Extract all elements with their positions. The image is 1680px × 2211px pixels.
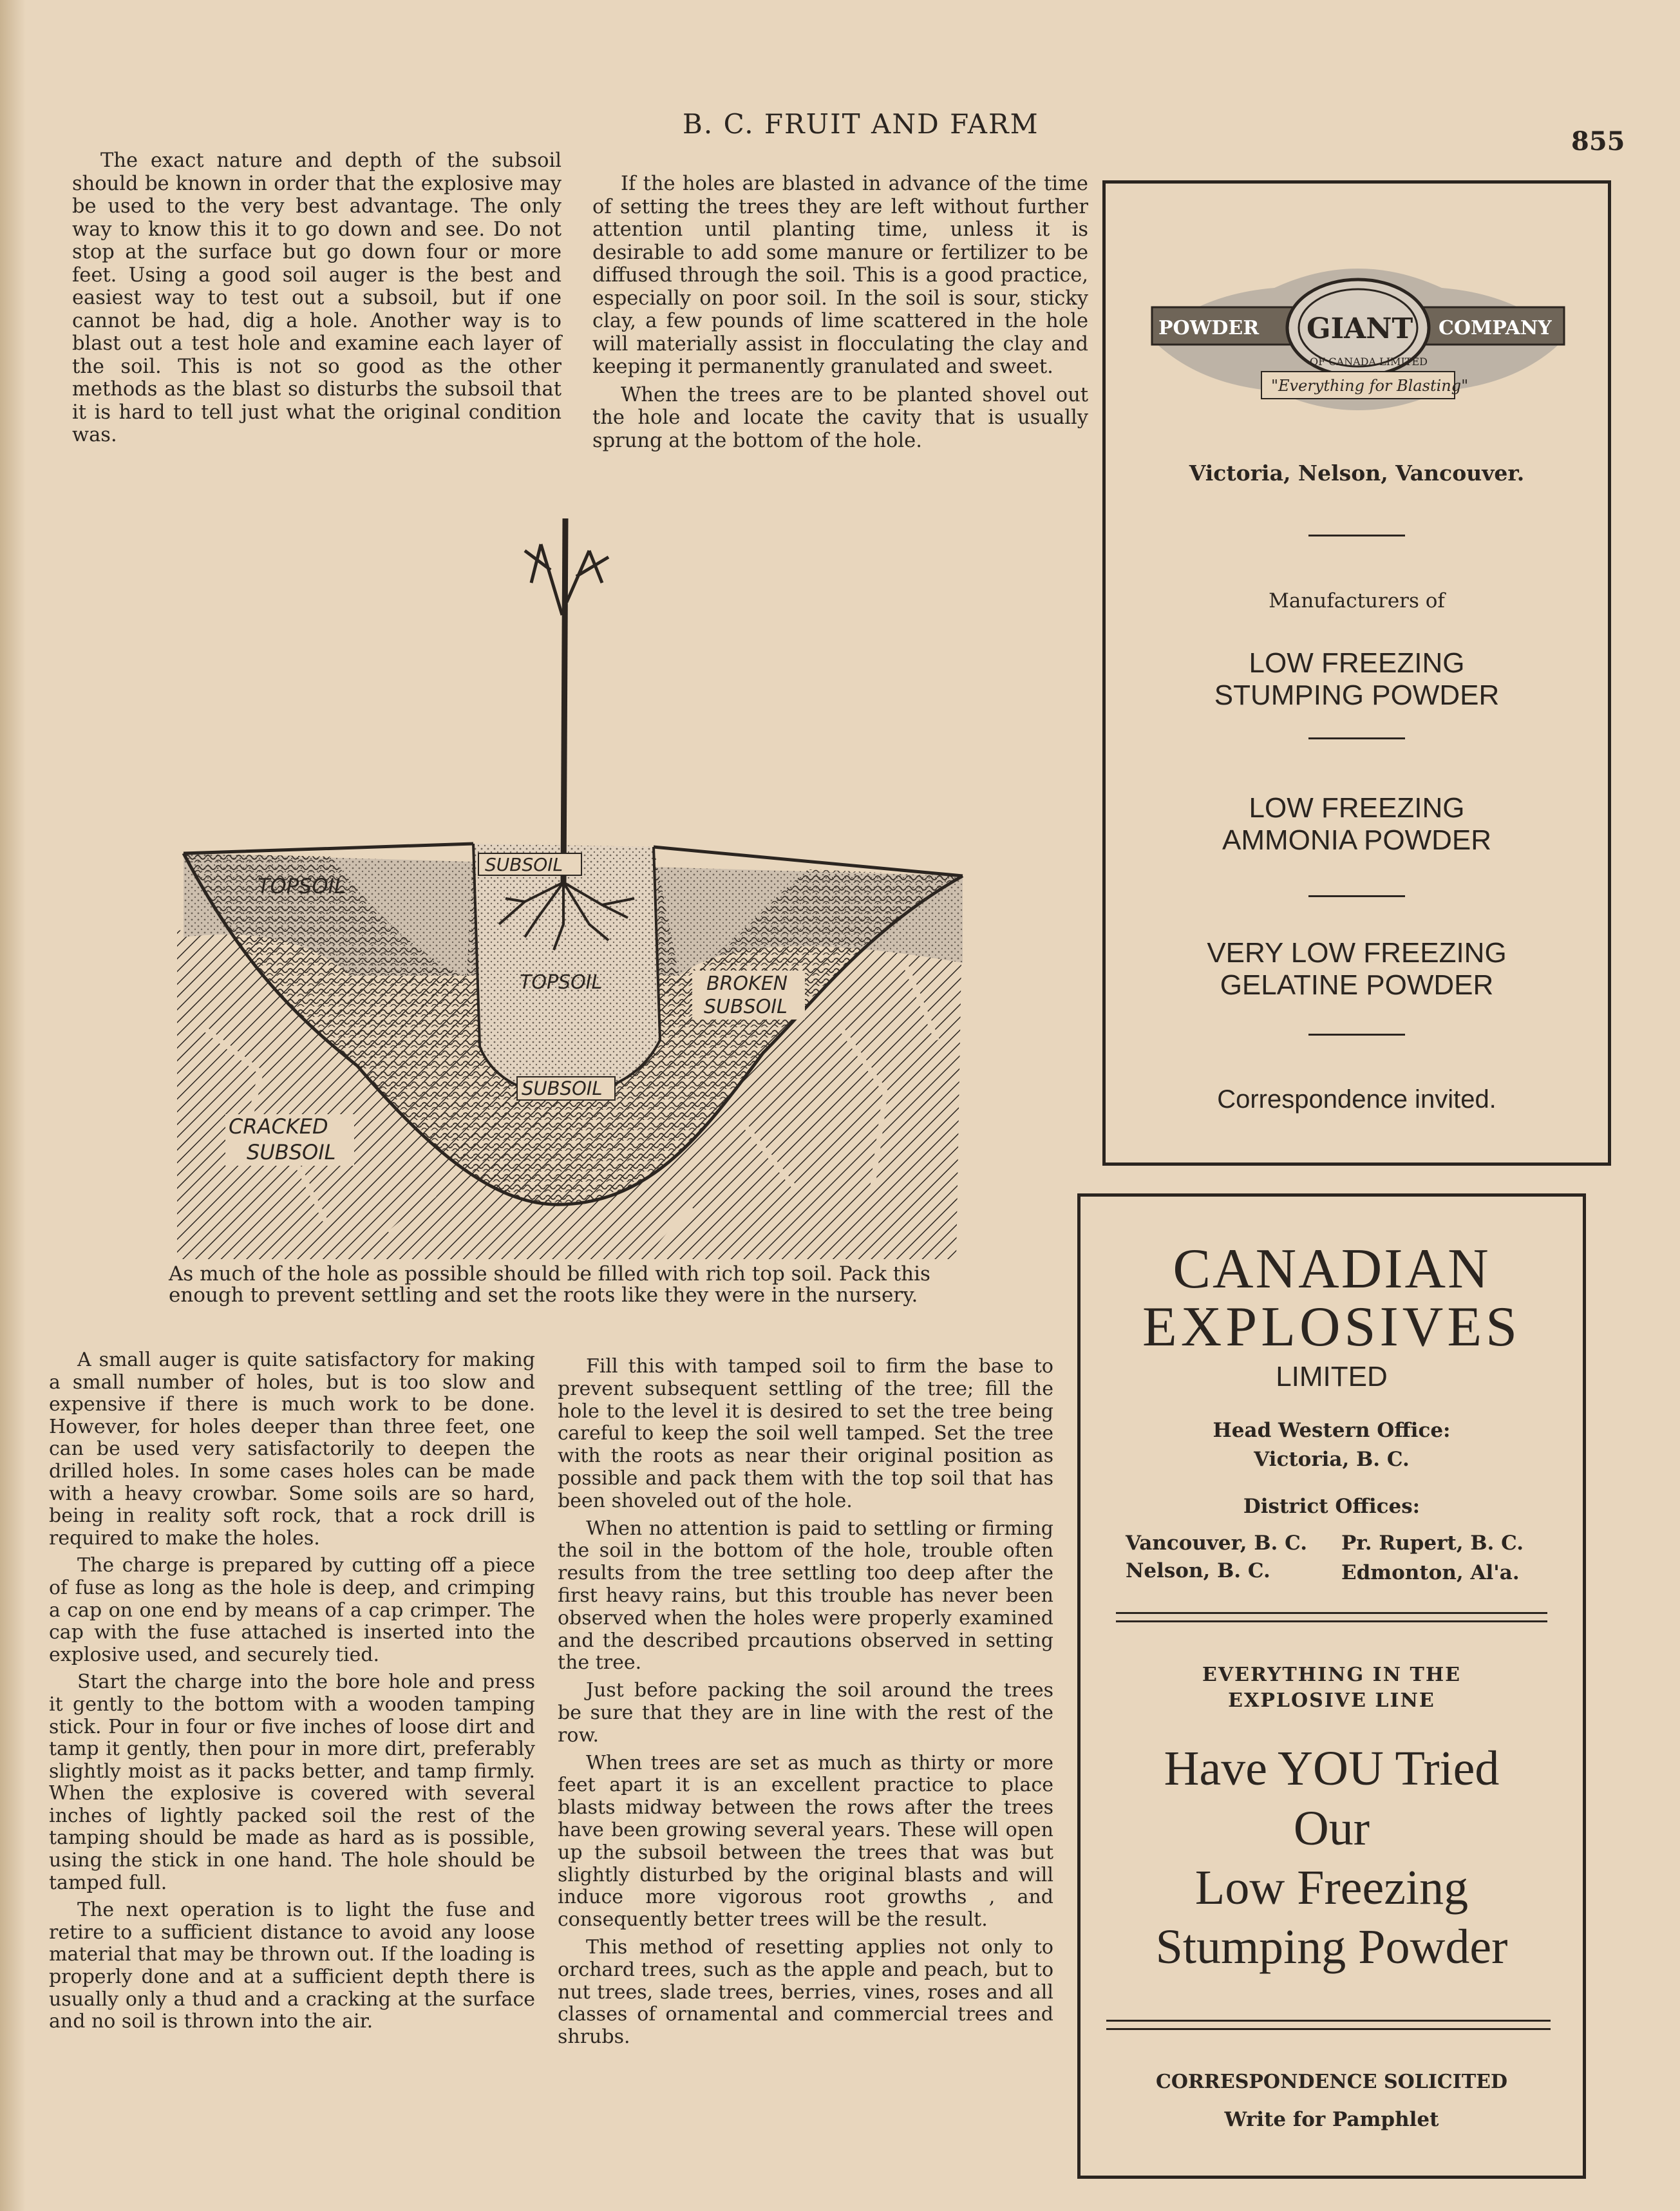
product-1-line-1: LOW FREEZING — [1249, 647, 1465, 679]
label-broken-2: SUBSOIL — [704, 996, 788, 1018]
tried-line-1: Have YOU Tried — [1164, 1741, 1500, 1796]
label-topsoil-center: TOPSOIL — [520, 971, 603, 994]
figure-caption: As much of the hole as possible should be filled with rich top soil. Pack this enough to prevent settling and set the roots like they were in the nursery. — [169, 1262, 930, 1307]
ad-correspondence-invited: Correspondence invited. — [1217, 1085, 1496, 1114]
label-cracked-2: SUBSOIL — [247, 1140, 336, 1164]
paragraph: The charge is prepared by cutting off a piece of fuse as long as the hole is deep, and crimping a cap on one end by means of a cap crimper. The cap with the fuse attached is inserted into the explosive used, and securely tied. — [49, 1554, 535, 1666]
divider — [1308, 535, 1405, 536]
paragraph: If the holes are blasted in advance of the time of setting the trees they are left without further attention until planting time, unless it is desirable to add some manure or fertilizer to be diffused through the soil. This is a good practice, especially on poor soil. In the soil is sour, sticky clay, a few pounds of lime scattered in the hole will materially assist in flocculating the clay and keeping it permanently granulated and sweet. — [592, 173, 1088, 378]
everything-line-2: EXPLOSIVE LINE — [1228, 1689, 1435, 1712]
head-office-label: Head Western Office: — [1213, 1419, 1451, 1442]
product-3-line-1: VERY LOW FREEZING — [1207, 937, 1507, 969]
company-name-line-1: CANADIAN — [1173, 1238, 1491, 1300]
product-2-line-1: LOW FREEZING — [1249, 792, 1465, 824]
company-name-line-2: EXPLOSIVES — [1142, 1296, 1522, 1358]
tried-line-3: Low Freezing — [1194, 1861, 1469, 1915]
product-2-line-2: AMMONIA POWDER — [1222, 824, 1492, 856]
divider — [1308, 895, 1405, 897]
correspondence-solicited: CORRESPONDENCE SOLICITED — [1155, 2071, 1508, 2093]
paragraph: When no attention is paid to settling or firming the soil in the bottom of the hole, trouble often results from the tree settling too deep after the first heavy rains, but this trouble has never been observed when the holes were properly examined and the described prcautions observed in setting the tree. — [558, 1517, 1053, 1675]
district-offices-label: District Offices: — [1243, 1495, 1420, 1518]
article-column-4 — [558, 1356, 1053, 2054]
ad-locations: Victoria, Nelson, Vancouver. — [1189, 460, 1525, 486]
office-vancouver: Vancouver, B. C. — [1126, 1532, 1308, 1555]
article-column-1 — [72, 149, 562, 452]
logo-giant: GIANT — [1307, 312, 1413, 345]
divider — [1308, 737, 1405, 739]
paragraph: A small auger is quite satisfactory for making a small number of holes, but is too slow and expensive if there is much work to be done. However, for holes deeper than three feet, one can be used very satisfactorily to deepen the drilled holes. In some cases holes can be made with a heavy crowbar. Some soils are so hard, being in reality soft rock, that a rock drill is required to make the holes. — [49, 1349, 535, 1550]
company-limited: LIMITED — [1276, 1361, 1388, 1392]
label-cracked-1: CRACKED — [229, 1114, 328, 1139]
paragraph: Just before packing the soil around the trees be sure that they are in line with the rest of the row. — [558, 1679, 1053, 1747]
tried-line-2: Our — [1293, 1801, 1370, 1855]
page-number: 855 — [1571, 126, 1625, 157]
double-rule — [1106, 2020, 1551, 2030]
double-rule — [1116, 1612, 1547, 1622]
label-topsoil-left: TOPSOIL — [258, 874, 346, 898]
paragraph: The next operation is to light the fuse and retire to a sufficient distance to avoid any loose material that may be thrown out. If the loading is properly done and at a sufficient depth there is usually only a thud and a cracking at the surface and no soil is thrown into the air. — [49, 1899, 535, 2033]
logo-powder: POWDER — [1158, 317, 1260, 339]
logo-slogan: "Everything for Blasting" — [1271, 377, 1469, 395]
office-nelson: Nelson, B. C. — [1126, 1559, 1270, 1582]
office-edmonton: Edmonton, Al'a. — [1341, 1561, 1520, 1584]
paragraph: When trees are set as much as thirty or more feet apart it is an excellent practice to place blasts midway between the rows after the trees have been growing several years. These will open up the subsoil between the trees that was but slightly disturbed by the original blasts and will induce more vigorous root growths , and consequently better trees will be the result. — [558, 1751, 1053, 1931]
paragraph: Start the charge into the bore hole and press it gently to the bottom with a wooden tamping stick. Pour in four or five inches of loose dirt and tamp it gently, then pour in more dirt, preferably slightly moist as it packs better, and tamp firmly. When the explosive is covered with several inches of lightly packed soil the rest of the tamping should be made as hard as is possible, using the stick in one hand. The hole should be tamped full. — [49, 1671, 535, 1894]
binding-shadow — [0, 0, 26, 2211]
product-3-line-2: GELATINE POWDER — [1220, 969, 1494, 1001]
label-subsoil-top: SUBSOIL — [485, 854, 563, 875]
logo-company: COMPANY — [1439, 317, 1552, 339]
label-broken-1: BROKEN — [706, 973, 788, 995]
everything-line-1: EVERYTHING IN THE — [1202, 1664, 1462, 1686]
ad-manufacturers-of: Manufacturers of — [1269, 589, 1445, 612]
paragraph: The exact nature and depth of the subsoil should be known in order that the explosive may be used to the very best advantage. The only way to know this it to go down and see. Do not stop at the surface but go down four or more feet. Using a good soil auger is the best and easiest way to test out a subsoil, but if one cannot be had, dig a hole. Another way is to blast out a test hole and examine each layer of the soil. This is not so good as the other methods as the blast so disturbs the subsoil that it is hard to tell just what the original condition was. — [72, 149, 562, 446]
giant-powder-logo — [1146, 243, 1571, 436]
divider — [1308, 1034, 1405, 1036]
canadian-explosives-advertisement — [1077, 1193, 1586, 2179]
tree-planting-illustration — [164, 512, 969, 1266]
product-1-line-2: STUMPING POWDER — [1214, 679, 1500, 711]
article-column-3 — [49, 1349, 535, 2038]
paragraph: This method of resetting applies not only to orchard trees, such as the apple and peach, but to nut trees, slade trees, berries, vines, roses and all classes of ornamental and commercial trees and shrubs. — [558, 1935, 1053, 2049]
label-subsoil-bottom: SUBSOIL — [522, 1077, 603, 1099]
running-head: B. C. FRUIT AND FARM — [683, 108, 1039, 140]
head-office-city: Victoria, B. C. — [1254, 1448, 1410, 1471]
write-for-pamphlet: Write for Pamphlet — [1224, 2108, 1439, 2131]
giant-powder-advertisement — [1102, 180, 1611, 1166]
paragraph: Fill this with tamped soil to firm the base to prevent subsequent settling of the tree; fill the hole to the level it is desired to set the tree being careful to keep the soil well tamped. Set the tree with the roots as near their original position as possible and pack them with the top soil that has been shoveled out of the hole. — [558, 1355, 1053, 1512]
office-prince-rupert: Pr. Rupert, B. C. — [1341, 1532, 1524, 1555]
paragraph: When the trees are to be planted shovel out the hole and locate the cavity that is usually sprung at the bottom of the hole. — [592, 383, 1088, 452]
article-column-2 — [592, 173, 1088, 457]
logo-of-canada: OF CANADA LIMITED — [1310, 356, 1428, 368]
tried-line-4: Stumping Powder — [1155, 1920, 1508, 1974]
